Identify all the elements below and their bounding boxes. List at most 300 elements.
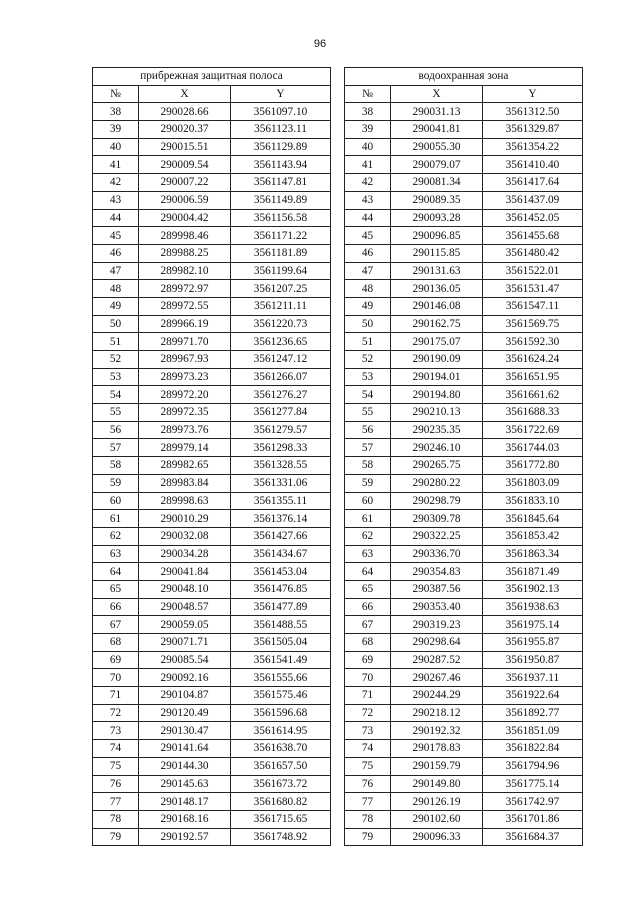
table-row [93, 634, 331, 652]
table-row [345, 351, 583, 369]
cell-x: 290192.32 [391, 722, 483, 740]
table-row [93, 191, 331, 209]
cell-y: 3561772.80 [483, 457, 583, 475]
cell-number: 51 [345, 333, 391, 351]
cell-y: 3561541.49 [231, 651, 331, 669]
cell-x: 289972.97 [139, 280, 231, 298]
column-header-y: Y [231, 85, 331, 103]
table-row [93, 280, 331, 298]
cell-number: 42 [345, 174, 391, 192]
cell-number: 43 [345, 191, 391, 209]
cell-number: 71 [345, 687, 391, 705]
table-row [345, 439, 583, 457]
cell-number: 65 [93, 580, 139, 598]
cell-x: 290041.84 [139, 563, 231, 581]
cell-number: 68 [345, 634, 391, 652]
cell-number: 79 [93, 828, 139, 846]
cell-x: 290159.79 [391, 757, 483, 775]
cell-x: 290267.46 [391, 669, 483, 687]
cell-number: 56 [345, 421, 391, 439]
cell-number: 64 [345, 563, 391, 581]
cell-number: 79 [345, 828, 391, 846]
cell-number: 56 [93, 421, 139, 439]
table-header-row [93, 85, 331, 103]
cell-y: 3561863.34 [483, 545, 583, 563]
cell-x: 290009.54 [139, 156, 231, 174]
cell-x: 290032.08 [139, 527, 231, 545]
cell-number: 39 [93, 121, 139, 139]
cell-y: 3561437.09 [483, 191, 583, 209]
table-row [93, 333, 331, 351]
cell-x: 290093.28 [391, 209, 483, 227]
cell-x: 290298.64 [391, 634, 483, 652]
cell-y: 3561955.87 [483, 634, 583, 652]
cell-number: 38 [345, 103, 391, 121]
cell-y: 3561937.11 [483, 669, 583, 687]
cell-number: 74 [345, 740, 391, 758]
cell-y: 3561938.63 [483, 598, 583, 616]
table-row [345, 227, 583, 245]
cell-x: 290192.57 [139, 828, 231, 846]
table-row [345, 669, 583, 687]
cell-x: 290265.75 [391, 457, 483, 475]
cell-y: 3561427.66 [231, 527, 331, 545]
cell-x: 290102.60 [391, 810, 483, 828]
table-row [345, 297, 583, 315]
cell-number: 47 [345, 262, 391, 280]
cell-x: 290210.13 [391, 404, 483, 422]
cell-y: 3561522.01 [483, 262, 583, 280]
cell-number: 62 [345, 527, 391, 545]
table-row [93, 616, 331, 634]
cell-x: 290048.57 [139, 598, 231, 616]
cell-y: 3561596.68 [231, 704, 331, 722]
cell-x: 289983.84 [139, 474, 231, 492]
cell-x: 290354.83 [391, 563, 483, 581]
cell-y: 3561680.82 [231, 793, 331, 811]
cell-x: 290162.75 [391, 315, 483, 333]
table-row [345, 510, 583, 528]
table-row [345, 191, 583, 209]
cell-x: 290015.51 [139, 138, 231, 156]
cell-number: 71 [93, 687, 139, 705]
cell-x: 290190.09 [391, 351, 483, 369]
cell-y: 3561410.40 [483, 156, 583, 174]
cell-y: 3561376.14 [231, 510, 331, 528]
cell-x: 290319.23 [391, 616, 483, 634]
cell-number: 63 [93, 545, 139, 563]
table-row [93, 793, 331, 811]
cell-x: 290309.78 [391, 510, 483, 528]
cell-x: 289979.14 [139, 439, 231, 457]
cell-y: 3561181.89 [231, 244, 331, 262]
cell-number: 40 [93, 138, 139, 156]
cell-number: 64 [93, 563, 139, 581]
table-body [345, 103, 583, 846]
cell-x: 290034.28 [139, 545, 231, 563]
cell-y: 3561453.04 [231, 563, 331, 581]
table-row [345, 598, 583, 616]
cell-number: 63 [345, 545, 391, 563]
cell-x: 289973.23 [139, 368, 231, 386]
cell-x: 290115.85 [391, 244, 483, 262]
cell-number: 60 [345, 492, 391, 510]
cell-y: 3561624.24 [483, 351, 583, 369]
cell-number: 42 [93, 174, 139, 192]
cell-number: 46 [345, 244, 391, 262]
table-row [93, 244, 331, 262]
cell-number: 76 [345, 775, 391, 793]
cell-x: 289972.35 [139, 404, 231, 422]
table-row [93, 457, 331, 475]
cell-number: 52 [93, 351, 139, 369]
cell-y: 3561488.55 [231, 616, 331, 634]
cell-x: 290130.47 [139, 722, 231, 740]
table-row [345, 174, 583, 192]
cell-y: 3561845.64 [483, 510, 583, 528]
page-number: 96 [313, 38, 327, 50]
cell-y: 3561775.14 [483, 775, 583, 793]
table-row [93, 103, 331, 121]
cell-y: 3561247.12 [231, 351, 331, 369]
cell-number: 40 [345, 138, 391, 156]
table-row [345, 121, 583, 139]
cell-x: 290120.49 [139, 704, 231, 722]
table-row [345, 262, 583, 280]
cell-y: 3561833.10 [483, 492, 583, 510]
cell-y: 3561434.67 [231, 545, 331, 563]
cell-x: 290148.17 [139, 793, 231, 811]
cell-y: 3561455.68 [483, 227, 583, 245]
table-row [93, 138, 331, 156]
table-row [345, 757, 583, 775]
cell-y: 3561614.95 [231, 722, 331, 740]
cell-y: 3561266.07 [231, 368, 331, 386]
cell-x: 290387.56 [391, 580, 483, 598]
cell-x: 290089.35 [391, 191, 483, 209]
cell-x: 290280.22 [391, 474, 483, 492]
cell-y: 3561312.50 [483, 103, 583, 121]
table-row [345, 651, 583, 669]
cell-y: 3561569.75 [483, 315, 583, 333]
cell-number: 49 [93, 297, 139, 315]
table-row [345, 315, 583, 333]
cell-number: 66 [93, 598, 139, 616]
cell-y: 3561851.09 [483, 722, 583, 740]
cell-number: 45 [93, 227, 139, 245]
cell-x: 289982.65 [139, 457, 231, 475]
cell-number: 57 [93, 439, 139, 457]
cell-x: 290144.30 [139, 757, 231, 775]
cell-x: 290145.63 [139, 775, 231, 793]
cell-number: 41 [93, 156, 139, 174]
cell-x: 290298.79 [391, 492, 483, 510]
cell-number: 78 [345, 810, 391, 828]
table-row [345, 580, 583, 598]
cell-number: 58 [93, 457, 139, 475]
cell-x: 290006.59 [139, 191, 231, 209]
cell-y: 3561211.11 [231, 297, 331, 315]
table-row [345, 775, 583, 793]
table-row [93, 775, 331, 793]
cell-number: 61 [345, 510, 391, 528]
cell-y: 3561277.84 [231, 404, 331, 422]
column-header-x: X [139, 85, 231, 103]
cell-y: 3561220.73 [231, 315, 331, 333]
cell-x: 290104.87 [139, 687, 231, 705]
table-row [93, 810, 331, 828]
cell-number: 67 [93, 616, 139, 634]
table-row [93, 651, 331, 669]
table-row [93, 227, 331, 245]
table-row [93, 351, 331, 369]
cell-number: 68 [93, 634, 139, 652]
cell-x: 290131.63 [391, 262, 483, 280]
cell-y: 3561547.11 [483, 297, 583, 315]
cell-y: 3561701.86 [483, 810, 583, 828]
table-row [345, 793, 583, 811]
cell-y: 3561722.69 [483, 421, 583, 439]
cell-y: 3561329.87 [483, 121, 583, 139]
cell-x: 290336.70 [391, 545, 483, 563]
table-row [93, 156, 331, 174]
cell-y: 3561922.64 [483, 687, 583, 705]
cell-x: 289966.19 [139, 315, 231, 333]
cell-x: 290194.01 [391, 368, 483, 386]
cell-y: 3561505.04 [231, 634, 331, 652]
cell-number: 46 [93, 244, 139, 262]
coastal-strip-table [92, 67, 331, 846]
table-row [345, 527, 583, 545]
cell-number: 48 [345, 280, 391, 298]
cell-x: 290287.52 [391, 651, 483, 669]
cell-y: 3561331.06 [231, 474, 331, 492]
cell-number: 77 [345, 793, 391, 811]
cell-y: 3561673.72 [231, 775, 331, 793]
table-row [93, 315, 331, 333]
table-row [93, 598, 331, 616]
cell-number: 44 [93, 209, 139, 227]
cell-number: 39 [345, 121, 391, 139]
cell-y: 3561236.65 [231, 333, 331, 351]
table-row [345, 828, 583, 846]
cell-x: 289972.20 [139, 386, 231, 404]
table-row [345, 421, 583, 439]
cell-y: 3561803.09 [483, 474, 583, 492]
table-row [345, 244, 583, 262]
cell-number: 38 [93, 103, 139, 121]
table-row [93, 262, 331, 280]
table-row [345, 457, 583, 475]
table-row [345, 704, 583, 722]
cell-y: 3561871.49 [483, 563, 583, 581]
cell-y: 3561822.84 [483, 740, 583, 758]
cell-number: 58 [345, 457, 391, 475]
cell-number: 73 [345, 722, 391, 740]
cell-x: 290010.29 [139, 510, 231, 528]
table-row [345, 810, 583, 828]
table-row [345, 740, 583, 758]
cell-number: 43 [93, 191, 139, 209]
table-row [93, 563, 331, 581]
cell-number: 50 [93, 315, 139, 333]
cell-number: 53 [345, 368, 391, 386]
cell-number: 55 [93, 404, 139, 422]
cell-x: 290178.83 [391, 740, 483, 758]
cell-y: 3561684.37 [483, 828, 583, 846]
cell-number: 59 [345, 474, 391, 492]
cell-number: 62 [93, 527, 139, 545]
column-header-number: № [93, 85, 139, 103]
cell-y: 3561123.11 [231, 121, 331, 139]
cell-y: 3561298.33 [231, 439, 331, 457]
cell-y: 3561651.95 [483, 368, 583, 386]
cell-x: 289967.93 [139, 351, 231, 369]
table-row [93, 439, 331, 457]
table-row [93, 492, 331, 510]
cell-y: 3561480.42 [483, 244, 583, 262]
cell-y: 3561129.89 [231, 138, 331, 156]
table-row [345, 156, 583, 174]
cell-x: 289971.70 [139, 333, 231, 351]
cell-number: 50 [345, 315, 391, 333]
cell-y: 3561476.85 [231, 580, 331, 598]
cell-x: 290246.10 [391, 439, 483, 457]
table-row [93, 386, 331, 404]
cell-x: 290028.66 [139, 103, 231, 121]
table-row [93, 404, 331, 422]
table-row [93, 704, 331, 722]
cell-number: 48 [93, 280, 139, 298]
cell-number: 77 [93, 793, 139, 811]
table-row [345, 333, 583, 351]
cell-x: 290126.19 [391, 793, 483, 811]
cell-y: 3561715.65 [231, 810, 331, 828]
column-header-number: № [345, 85, 391, 103]
table-row [345, 616, 583, 634]
cell-y: 3561688.33 [483, 404, 583, 422]
table-row [345, 545, 583, 563]
cell-y: 3561147.81 [231, 174, 331, 192]
cell-y: 3561661.62 [483, 386, 583, 404]
table-row [93, 121, 331, 139]
table-row [93, 174, 331, 192]
cell-x: 290031.13 [391, 103, 483, 121]
cell-x: 290020.37 [139, 121, 231, 139]
cell-number: 53 [93, 368, 139, 386]
table-row [93, 828, 331, 846]
cell-y: 3561748.92 [231, 828, 331, 846]
cell-y: 3561143.94 [231, 156, 331, 174]
cell-x: 290194.80 [391, 386, 483, 404]
cell-y: 3561950.87 [483, 651, 583, 669]
cell-x: 290146.08 [391, 297, 483, 315]
cell-y: 3561328.55 [231, 457, 331, 475]
table-row [93, 545, 331, 563]
table-title-row [345, 68, 583, 86]
cell-y: 3561354.22 [483, 138, 583, 156]
cell-x: 290055.30 [391, 138, 483, 156]
cell-y: 3561744.03 [483, 439, 583, 457]
cell-y: 3561555.66 [231, 669, 331, 687]
cell-y: 3561149.89 [231, 191, 331, 209]
cell-x: 290079.07 [391, 156, 483, 174]
table-row [93, 421, 331, 439]
table-row [93, 527, 331, 545]
cell-x: 290004.42 [139, 209, 231, 227]
cell-y: 3561902.13 [483, 580, 583, 598]
cell-x: 290081.34 [391, 174, 483, 192]
table-row [93, 510, 331, 528]
table-row [93, 687, 331, 705]
cell-number: 66 [345, 598, 391, 616]
column-header-y: Y [483, 85, 583, 103]
cell-number: 67 [345, 616, 391, 634]
cell-y: 3561156.58 [231, 209, 331, 227]
cell-x: 290353.40 [391, 598, 483, 616]
cell-y: 3561477.89 [231, 598, 331, 616]
cell-x: 290059.05 [139, 616, 231, 634]
cell-x: 290218.12 [391, 704, 483, 722]
cell-number: 76 [93, 775, 139, 793]
cell-y: 3561592.30 [483, 333, 583, 351]
table-row [93, 209, 331, 227]
cell-x: 290235.35 [391, 421, 483, 439]
water-protection-zone-table [344, 67, 583, 846]
table-header-row [345, 85, 583, 103]
cell-y: 3561417.64 [483, 174, 583, 192]
cell-x: 290071.71 [139, 634, 231, 652]
table-row [345, 103, 583, 121]
table-row [345, 404, 583, 422]
cell-x: 289988.25 [139, 244, 231, 262]
cell-number: 57 [345, 439, 391, 457]
cell-number: 78 [93, 810, 139, 828]
table-title: водоохранная зона [345, 68, 583, 86]
cell-number: 44 [345, 209, 391, 227]
table-row [93, 722, 331, 740]
table-row [345, 280, 583, 298]
cell-x: 290092.16 [139, 669, 231, 687]
cell-y: 3561531.47 [483, 280, 583, 298]
cell-x: 290041.81 [391, 121, 483, 139]
table-body [93, 103, 331, 846]
cell-y: 3561638.70 [231, 740, 331, 758]
cell-x: 289998.46 [139, 227, 231, 245]
cell-y: 3561207.25 [231, 280, 331, 298]
table-title-row [93, 68, 331, 86]
cell-x: 290141.64 [139, 740, 231, 758]
table-row [93, 297, 331, 315]
cell-x: 289972.55 [139, 297, 231, 315]
table-row [345, 368, 583, 386]
table-title: прибрежная защитная полоса [93, 68, 331, 86]
cell-number: 59 [93, 474, 139, 492]
table-row [93, 757, 331, 775]
cell-y: 3561199.64 [231, 262, 331, 280]
cell-number: 65 [345, 580, 391, 598]
cell-x: 289973.76 [139, 421, 231, 439]
cell-x: 290244.29 [391, 687, 483, 705]
table-row [345, 386, 583, 404]
table-row [345, 722, 583, 740]
cell-y: 3561657.50 [231, 757, 331, 775]
cell-number: 45 [345, 227, 391, 245]
cell-x: 290168.16 [139, 810, 231, 828]
cell-number: 75 [93, 757, 139, 775]
cell-number: 70 [345, 669, 391, 687]
cell-y: 3561575.46 [231, 687, 331, 705]
